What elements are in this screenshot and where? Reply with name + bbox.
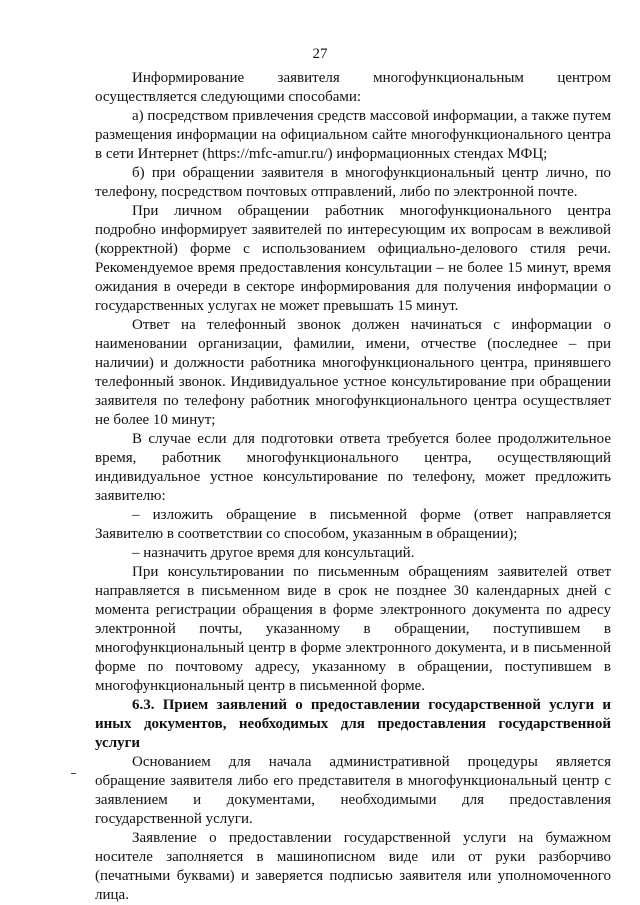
document-body [95, 69, 611, 905]
paragraph-option-written: – изложить обращение в письменной форме (ответ направляется Заявителю в соответствии со способом, указанным в обращении); [95, 507, 611, 542]
paragraph-option-reschedule: – назначить другое время для консультаций. [132, 545, 415, 561]
paragraph-longer-answer: В случае если для подготовки ответа требуется более продолжительное время, работник многофункционального центра, осуществляющий индивидуальное устное консультирование по телефону, может предложить заявителю: [95, 431, 611, 504]
paragraph-item-a: а) посредством привлечения средств массовой информации, а также путем размещения информации на официальном сайте многофункционального центра в сети Интернет (https://mfc-amur.ru/) информационных стендах МФЦ; [95, 108, 611, 162]
paragraph-informing-methods: Информирование заявителя многофункциональным центром осуществляется следующими способами: [95, 70, 611, 105]
paragraph-item-b: б) при обращении заявителя в многофункциональный центр лично, по телефону, посредством почтовых отправлений, либо по электронной почте. [95, 165, 611, 200]
section-heading-6-3: 6.3. Прием заявлений о предоставлении государственной услуги и иных документов, необходимых для предоставления государственной услуги [95, 697, 611, 751]
paragraph-personal-visit: При личном обращении работник многофункционального центра подробно информирует заявителей по интересующим их вопросам в вежливой (корректной) форме с использованием официально-делового стиля речи. Рекомендуемое время предоставления консультации – не более 15 минут, время ожидания в очереди в секторе информирования для получения информации о государственных услугах не может превышать 15 минут. [95, 203, 611, 314]
paragraph-grounds: Основанием для начала административной процедуры является обращение заявителя либо его представителя в многофункциональный центр с заявлением и документами, необходимыми для предоставления государственной услуги. [95, 754, 611, 827]
paragraph-phone-call: Ответ на телефонный звонок должен начинаться с информации о наименовании организации, фамилии, имени, отчестве (последнее – при наличии) и должности работника многофункционального центра, принявшего телефонный звонок. Индивидуальное устное консультирование при обращении заявителя по телефону работник многофункционального центра осуществляет не более 10 минут; [95, 317, 611, 428]
page-number: 27 [312, 46, 328, 62]
paragraph-paper-application: Заявление о предоставлении государственной услуги на бумажном носителе заполняется в машинописном виде или от руки разборчиво (печатными буквами) и заверяется подписью заявителя или уполномоченного лица. [95, 830, 611, 903]
paragraph-written-requests: При консультировании по письменным обращениям заявителей ответ направляется в письменном виде в срок не позднее 30 календарных дней с момента регистрации обращения в форме электронного документа по адресу электронной почты, указанному в обращении, поступившем в многофункциональный центр в форме электронного документа, и в письменной форме по почтовому адресу, указанному в обращении, поступившем в многофункциональный центр в письменной форме. [95, 564, 611, 694]
margin-mark [71, 773, 76, 774]
